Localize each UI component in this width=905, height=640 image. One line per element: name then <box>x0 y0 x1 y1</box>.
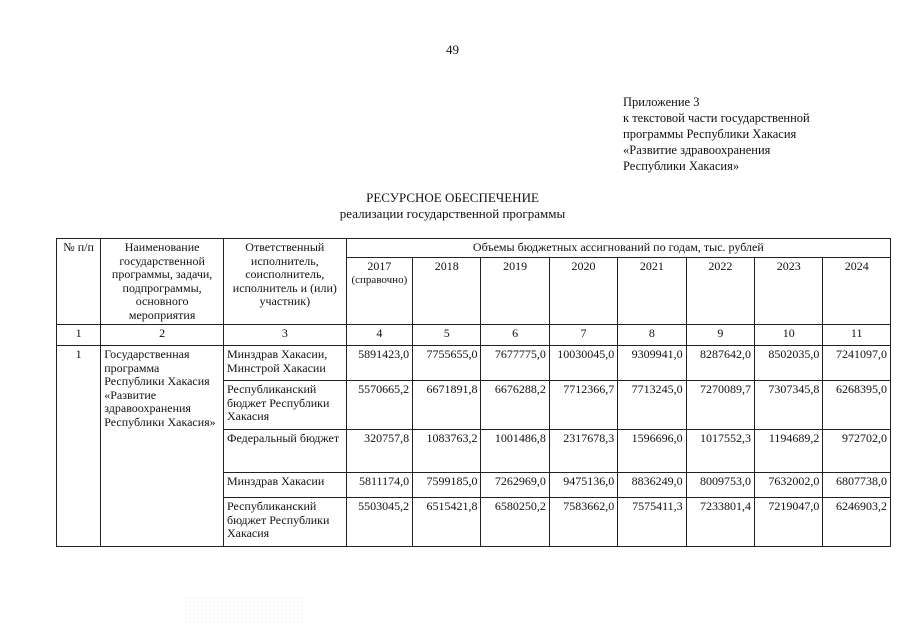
table-cell: 6246903,2 <box>823 498 891 547</box>
column-number: 8 <box>618 325 686 346</box>
table-cell: 7270089,7 <box>686 381 754 430</box>
column-number: 3 <box>223 325 346 346</box>
table-cell: 1017552,3 <box>686 430 754 473</box>
table-cell: 7262969,0 <box>481 473 549 498</box>
table-cell: 8287642,0 <box>686 346 754 381</box>
table-cell: 7632002,0 <box>755 473 823 498</box>
year-note: (справочно) <box>351 273 408 286</box>
title-line-1: РЕСУРСНОЕ ОБЕСПЕЧЕНИЕ <box>366 190 539 205</box>
appendix-note <box>623 94 810 174</box>
table-cell: 7233801,4 <box>686 498 754 547</box>
table-cell: 8502035,0 <box>755 346 823 381</box>
header-year: 2024 <box>823 258 891 325</box>
table-cell: 1596696,0 <box>618 430 686 473</box>
header-year: 2020 <box>549 258 617 325</box>
header-volumes: Объемы бюджетных ассигнований по годам, тыс. рублей <box>346 239 890 258</box>
table-cell: 972702,0 <box>823 430 891 473</box>
table-cell: 5503045,2 <box>346 498 412 547</box>
table-cell: 7219047,0 <box>755 498 823 547</box>
column-number: 9 <box>686 325 754 346</box>
row-label: Минздрав Хакасии <box>223 473 346 498</box>
table-cell: 7583662,0 <box>549 498 617 547</box>
table-cell: 1194689,2 <box>755 430 823 473</box>
header-year: 2022 <box>686 258 754 325</box>
table-cell: 6807738,0 <box>823 473 891 498</box>
column-number: 6 <box>481 325 549 346</box>
program-num: 1 <box>57 346 101 547</box>
column-number: 11 <box>823 325 891 346</box>
header-name: Наименование государственной программы, задачи, подпрограммы, основного мероприятия <box>101 239 224 325</box>
row-label: Федеральный бюджет <box>223 430 346 473</box>
row-label: Минздрав Хакасии, Минстрой Хакасии <box>223 346 346 381</box>
table-row <box>57 346 891 381</box>
header-num: № п/п <box>57 239 101 325</box>
row-label: Республиканский бюджет Республики Хакасия <box>223 498 346 547</box>
table-cell: 1083763,2 <box>413 430 481 473</box>
column-number: 4 <box>346 325 412 346</box>
header-year: 2021 <box>618 258 686 325</box>
document-title <box>0 190 905 222</box>
row-label: Республиканский бюджет Республики Хакасия <box>223 381 346 430</box>
table-cell: 7755655,0 <box>413 346 481 381</box>
appendix-line: программы Республики Хакасия <box>623 127 797 141</box>
header-year: 2019 <box>481 258 549 325</box>
column-number-row <box>57 325 891 346</box>
year-label: 2017 <box>367 259 392 273</box>
table-cell: 6580250,2 <box>481 498 549 547</box>
table-cell: 2317678,3 <box>549 430 617 473</box>
table-cell: 6268395,0 <box>823 381 891 430</box>
table-cell: 8009753,0 <box>686 473 754 498</box>
header-year: 2023 <box>755 258 823 325</box>
table-cell: 7241097,0 <box>823 346 891 381</box>
column-number: 7 <box>549 325 617 346</box>
table-cell: 10030045,0 <box>549 346 617 381</box>
scan-noise <box>184 596 304 626</box>
table-cell: 6676288,2 <box>481 381 549 430</box>
table-cell: 6671891,8 <box>413 381 481 430</box>
table-cell: 9475136,0 <box>549 473 617 498</box>
table-cell: 7712366,7 <box>549 381 617 430</box>
page-number: 49 <box>446 42 459 57</box>
table-cell: 7713245,0 <box>618 381 686 430</box>
column-number: 10 <box>755 325 823 346</box>
table-cell: 7677775,0 <box>481 346 549 381</box>
table-cell: 8836249,0 <box>618 473 686 498</box>
appendix-line: «Развитие здравоохранения <box>623 143 771 157</box>
program-name: Государственная программа Республики Хакасия «Развитие здравоохранения Республики Хакасия» <box>101 346 224 547</box>
appendix-line: Приложение 3 <box>623 95 700 109</box>
column-number: 2 <box>101 325 224 346</box>
table-cell: 7307345,8 <box>755 381 823 430</box>
table-cell: 320757,8 <box>346 430 412 473</box>
table-cell: 5811174,0 <box>346 473 412 498</box>
table-cell: 1001486,8 <box>481 430 549 473</box>
budget-table <box>56 238 891 547</box>
header-year-2017 <box>346 258 412 325</box>
column-number: 1 <box>57 325 101 346</box>
table-cell: 6515421,8 <box>413 498 481 547</box>
table-cell: 7599185,0 <box>413 473 481 498</box>
table-cell: 5570665,2 <box>346 381 412 430</box>
appendix-line: к текстовой части государственной <box>623 111 810 125</box>
appendix-line: Республики Хакасия» <box>623 159 740 173</box>
header-responsible: Ответственный исполнитель, соисполнитель, исполнитель и (или) участник) <box>223 239 346 325</box>
table-cell: 7575411,3 <box>618 498 686 547</box>
column-number: 5 <box>413 325 481 346</box>
header-year: 2018 <box>413 258 481 325</box>
title-line-2: реализации государственной программы <box>339 206 566 221</box>
table-cell: 9309941,0 <box>618 346 686 381</box>
table-cell: 5891423,0 <box>346 346 412 381</box>
